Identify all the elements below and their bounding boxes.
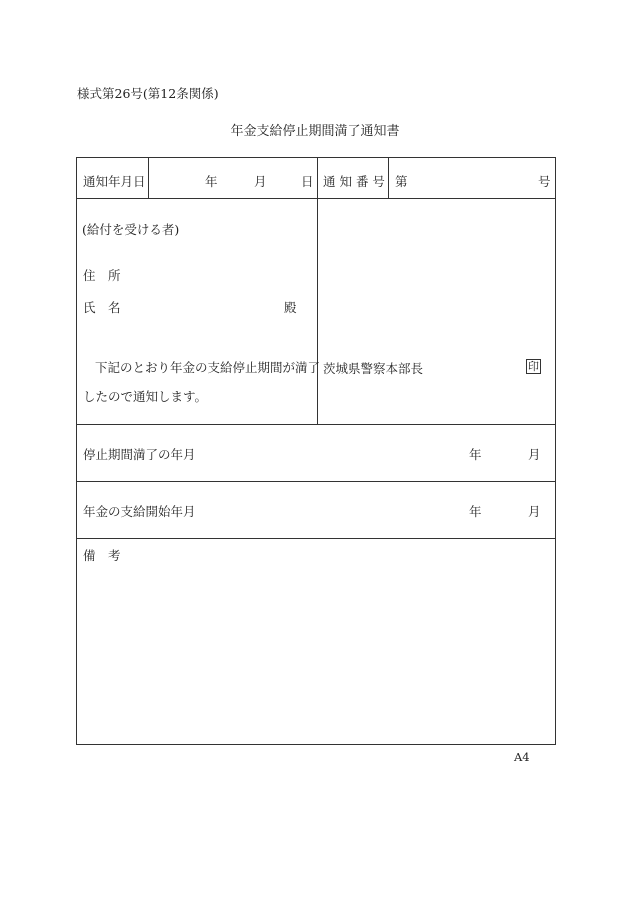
notice-number-suffix: 号 [538,174,551,189]
seal-mark: 印 [528,360,539,373]
form-table [76,157,556,745]
notice-date-label: 通知年月日 [83,174,146,189]
notice-text-line1: 下記のとおり年金の支給停止期間が満了 [95,360,321,375]
row-divider-2 [77,424,555,425]
payment-start-year: 年 [469,504,482,519]
col-divider-number-label [388,158,389,198]
col-divider-middle [317,158,318,424]
row-divider-1 [77,198,555,199]
recipient-heading: (給付を受ける者) [82,222,180,237]
honorific: 殿 [284,300,297,315]
remarks-label: 備 考 [83,548,121,563]
notice-date-month: 月 [254,174,267,189]
payment-start-month: 月 [528,504,541,519]
suspension-end-month: 月 [528,447,541,462]
paper-size-note: A4 [514,750,530,764]
col-divider-date-label [148,158,149,198]
notice-number-label: 通 知 番 号 [323,174,385,189]
row-divider-3 [77,481,555,482]
row-divider-4 [77,538,555,539]
form-title: 年金支給停止期間満了通知書 [230,124,400,139]
issuer-name: 茨城県警察本部長 [323,361,424,376]
name-label: 氏 名 [83,300,121,315]
address-label: 住 所 [83,268,121,283]
suspension-end-label: 停止期間満了の年月 [83,447,196,462]
suspension-end-year: 年 [469,447,482,462]
notice-text-line2: したので通知します。 [83,389,208,404]
payment-start-label: 年金の支給開始年月 [83,504,196,519]
notice-date-day: 日 [301,174,314,189]
form-code: 様式第26号(第12条関係) [77,86,219,101]
notice-date-year: 年 [205,174,218,189]
notice-number-prefix: 第 [395,174,408,189]
